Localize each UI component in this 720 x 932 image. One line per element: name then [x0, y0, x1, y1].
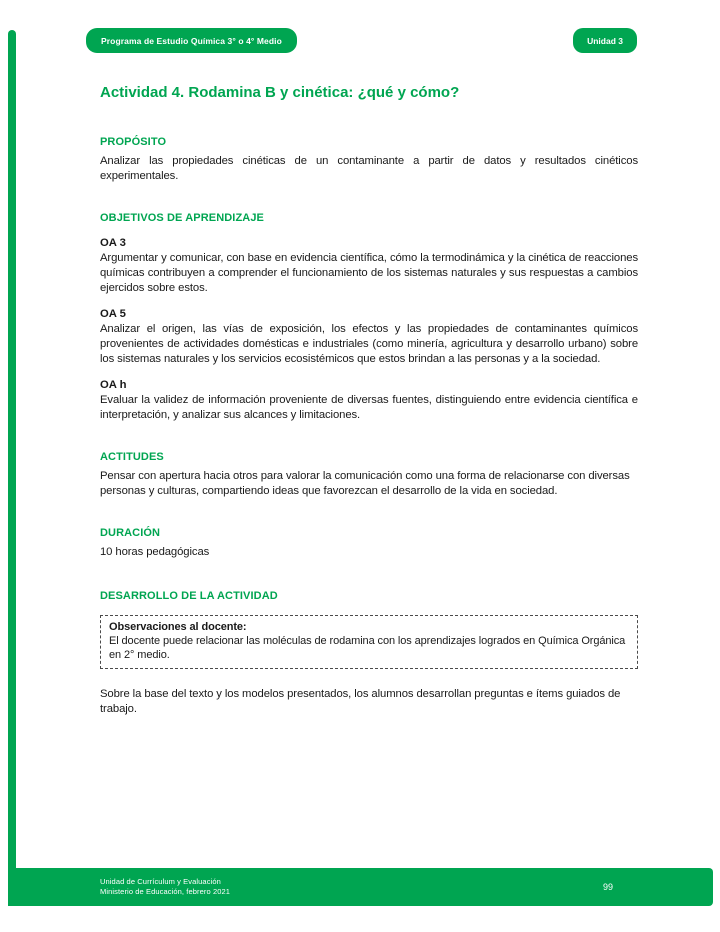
- page-number: 99: [602, 882, 613, 892]
- footer-line2: Ministerio de Educación, febrero 2021: [100, 887, 231, 896]
- oa-text: Evaluar la validez de información proveniente de diversas fuentes, distinguiendo entre evidencia científica e interpretación, y analizar sus alcances y limitaciones.: [100, 394, 638, 421]
- unit-badge-label: Unidad 3: [587, 35, 623, 46]
- program-banner: [86, 28, 297, 53]
- proposito-body: Analizar las propiedades cinéticas de un contaminante a partir de datos y resultados cinéticos experimentales.: [100, 155, 638, 182]
- unit-badge: [573, 28, 637, 53]
- oa-item: [100, 307, 638, 367]
- footer-credits: [100, 877, 230, 898]
- actitudes-heading: ACTITUDES: [100, 451, 164, 463]
- oa-text: Argumentar y comunicar, con base en evidencia científica, cómo la termodinámica y la cinética de reacciones químicas contribuyen a comprender el funcionamiento de los sistemas naturales y sus respuestas a cambios ejercidos sobre estos.: [100, 252, 638, 294]
- footer-line1: Unidad de Currículum y Evaluación: [100, 876, 221, 886]
- page-content: [100, 84, 638, 717]
- oa-label: OA 3: [100, 237, 126, 249]
- page-title: Actividad 4. Rodamina B y cinética: ¿qué y cómo?: [100, 84, 460, 101]
- oa-item: [100, 378, 638, 423]
- duracion-heading: DURACIÓN: [100, 527, 161, 539]
- desarrollo-heading: DESARROLLO DE LA ACTIVIDAD: [100, 590, 278, 602]
- teacher-note-title: Observaciones al docente:: [109, 621, 247, 633]
- teacher-note-box: [100, 615, 638, 669]
- oa-item: [100, 236, 638, 296]
- oa-label: OA 5: [100, 308, 126, 320]
- footer-bar: [8, 868, 713, 906]
- teacher-note-body: El docente puede relacionar las moléculas de rodamina con los aprendizajes logrados en Química Orgánica en 2° medio.: [109, 635, 626, 661]
- closing-paragraph: Sobre la base del texto y los modelos presentados, los alumnos desarrollan preguntas e ítems guiados de trabajo.: [100, 688, 621, 715]
- left-accent-bar: [8, 30, 16, 906]
- actitudes-body: Pensar con apertura hacia otros para valorar la comunicación como una forma de relacionarse con diversas personas y culturas, compartiendo ideas que favorezcan el desarrollo de la vida en sociedad.: [100, 470, 630, 497]
- oa-text: Analizar el origen, las vías de exposición, los efectos y las propiedades de contaminantes químicos provenientes de actividades domésticas e industriales (como minería, agricultura y desarrollo urbano) sobre los sistemas naturales y los servicios ecosistémicos que estos brindan a las personas y a la sociedad.: [100, 323, 638, 365]
- objetivos-heading: OBJETIVOS DE APRENDIZAJE: [100, 212, 264, 224]
- program-banner-label: Programa de Estudio Química 3° o 4° Medio: [101, 35, 282, 46]
- duracion-body: 10 horas pedagógicas: [100, 546, 210, 558]
- oa-label: OA h: [100, 379, 127, 391]
- proposito-heading: PROPÓSITO: [100, 136, 167, 148]
